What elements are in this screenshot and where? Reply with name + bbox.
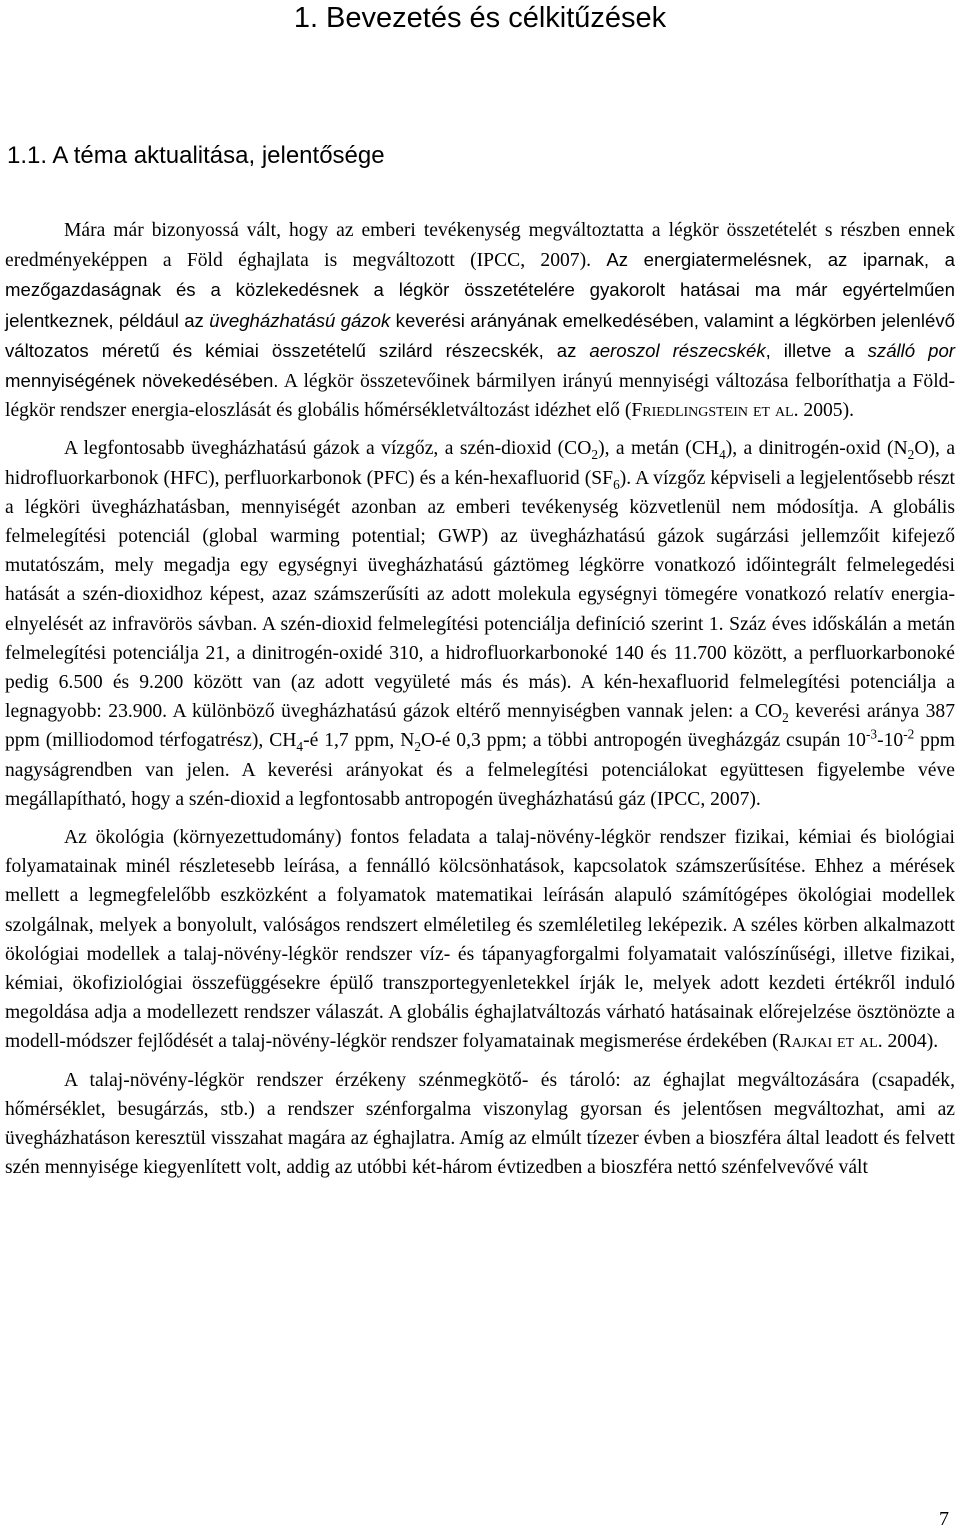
emph-dust: szálló por xyxy=(867,339,955,361)
paragraph-3: Az ökológia (környezettudomány) fontos feladata a talaj-növény-légkör rendszer fizikai, kémiai és biológiai folyamatainak minél részletesebb leírása, a fennálló kölcsönhatások, kapcsolatok számszerűsítése. Ehhez a mérések mellett a legmegfelelőbb eszközként a folyamatok matematikai leírásán alapuló számítógépes ökológiai modellek szolgálnak, melyek a bonyolult, valóságos rendszert elméletileg és szemléletileg leképezik. A széles körben alkalmazott ökológiai modellek a talaj-növény-légkör rendszer víz- és tápanyagforgalmi folyamatait valószínűségi, illetve fizikai, kémiai, ökofiziológiai összefüggésekre épülő transzportegyenletekkel írják le, melyek adott kezdeti értékről induló megoldása adja a modellezett rendszer válaszát. A globális éghajlatváltozás várható hatásainak előrejelzése ösztönözte a modell-módszer fejlődését a talaj-növény-légkör rendszer folyamatainak megismerése érdekében (Rajkai et al. 2004). xyxy=(5,827,955,1053)
emph-aerosol: aeroszol részecskék xyxy=(589,339,766,361)
emph-greenhouse-gases: üvegházhatású gázok xyxy=(209,309,391,331)
citation-rajkai: Rajkai et al. xyxy=(778,1031,883,1053)
paragraph-4: A talaj-növény-légkör rendszer érzékeny szénmegkötő- és tároló: az éghajlat megváltozására (csapadék, hőmérséklet, besugárzás, stb.) a rendszer szénforgalma viszonylag gyorsan és jelentősen megváltozhat, ami az üvegházhatáson keresztül visszahat magára az éghajlatra. Amíg az elmúlt tízezer évben a bioszféra által leadott és felvett szén mennyisége kiegyenlített volt, addig az utóbbi két-három évtizedben a bioszféra nettó szénfelvevővé vált xyxy=(5,1069,955,1179)
page-number: 7 xyxy=(939,1508,949,1530)
p1-s3: A légkör összetevőinek bármilyen irányú mennyiségi változása felboríthatja a Föld-légkör rendszer energia-eloszlását és globális hőmérsékletváltozást idézhet elő ( xyxy=(5,371,955,422)
paragraph-1: Mára már bizonyossá vált, hogy az emberi tevékenység megváltoztatta a légkör összetételét s részben ennek eredményeképpen a Föld éghajlata is megváltozott (IPCC, 2007). Az energiatermelésnek, az iparnak, a mezőgazdaságnak és a közlekedésnek a légkör összetételére gyakorolt hatásai ma már egyértelműen jelentkeznek, például az üvegházhatású gázok keverési arányának emelkedésében, valamint a légkörben jelenlévő változatos méretű és kémiai összetételű szilárd részecskék, az aeroszol részecskék, illetve a szálló por mennyiségének növekedésében. A légkör összetevőinek bármilyen irányú mennyiségi változása felboríthatja a Föld-légkör rendszer energia-eloszlását és globális hőmérsékletváltozást idézhet elő (Friedlingstein et al. 2005). xyxy=(5,220,955,422)
body-text xyxy=(5,216,955,1183)
p1-s1: Mára már bizonyossá vált, hogy az emberi tevékenység megváltoztatta a légkör összetételét s részben ennek eredményeképpen a Föld éghajlata is megváltozott (IPCC, 2007). xyxy=(5,220,955,272)
p1-s2: Az energiatermelésnek, az iparnak, a mezőgazdaságnak és a közlekedésnek a légkör összetételére gyakorolt hatásai ma már egyértelműen jelentkeznek, például az üvegházhatású gázok keverési arányának emelkedésében, valamint a légkörben jelenlévő változatos méretű és kémiai összetételű szilárd részecskék, az aeroszol részecskék, illetve a szálló por mennyiségének növekedésében. xyxy=(5,249,955,392)
section-title: 1.1. A téma aktualitása, jelentősége xyxy=(7,142,385,169)
citation-friedlingstein: Friedlingstein et al. xyxy=(631,400,799,422)
paragraph-2: A legfontosabb üvegházhatású gázok a vízgőz, a szén-dioxid $(CO_2)$, a metán $(CH_4)$, a dinitrogén-oxid $(N_2O)$, a hidrofluorkarbonok (HFC), perfluorkarbonok (PFC) és a kén-hexafluorid $(SF_6)$. A vízgőz képviseli a legjelentősebb részt a légköri üvegházhatásban, mennyiségét azonban az emberi tevékenység közvetlenül nem módosítja. A globális felmelegítési potenciál (global warming potential; GWP) az üvegházhatású gázok sugárzási jellemzőit kifejező mutatószám, mely megadja egy egységnyi üvegházhatású gáztömeg légkörre vonatkozó időintegrált felmelegedési hatását a szén-dioxidhoz képest, azaz számszerűsíti az adott molekula egységnyi tömegére vonatkozó relatív energia-elnyelését az infravörös sávban. A szén-dioxid felmelegítési potenciálja definíció szerint 1. Száz éves időskálán a metán felmelegítési potenciálja 21, a dinitrogén-oxidé 310, a hidrofluorkarbonoké 140 és 11.700 között, a perfluorkarbonoké pedig 6.500 és 9.200 között van (az adott vegyületé más és más). A kén-hexafluorid felmelegítési potenciálja a legnagyobb: 23.900. A különböző üvegházhatású gázok eltérő mennyiségben vannak jelen: a $CO_2$ keverési aránya 387 ppm (milliodomod térfogatrész), $CH_4-é$ 1,7 ppm, $N_2O-é$ 0,3 ppm; a többi antropogén üvegházgáz csupán $10^{-3}-10^{-2}$ ppm nagyságrendben van jelen. A keverési arányokat és a felmelegítési potenciálokat együttesen figyelembe véve megállapítható, hogy a szén-dioxid a legfontosabb antropogén üvegházhatású gáz (IPCC, 2007). xyxy=(5,438,956,810)
chapter-title: 1. Bevezetés és célkitűzések xyxy=(293,2,667,34)
